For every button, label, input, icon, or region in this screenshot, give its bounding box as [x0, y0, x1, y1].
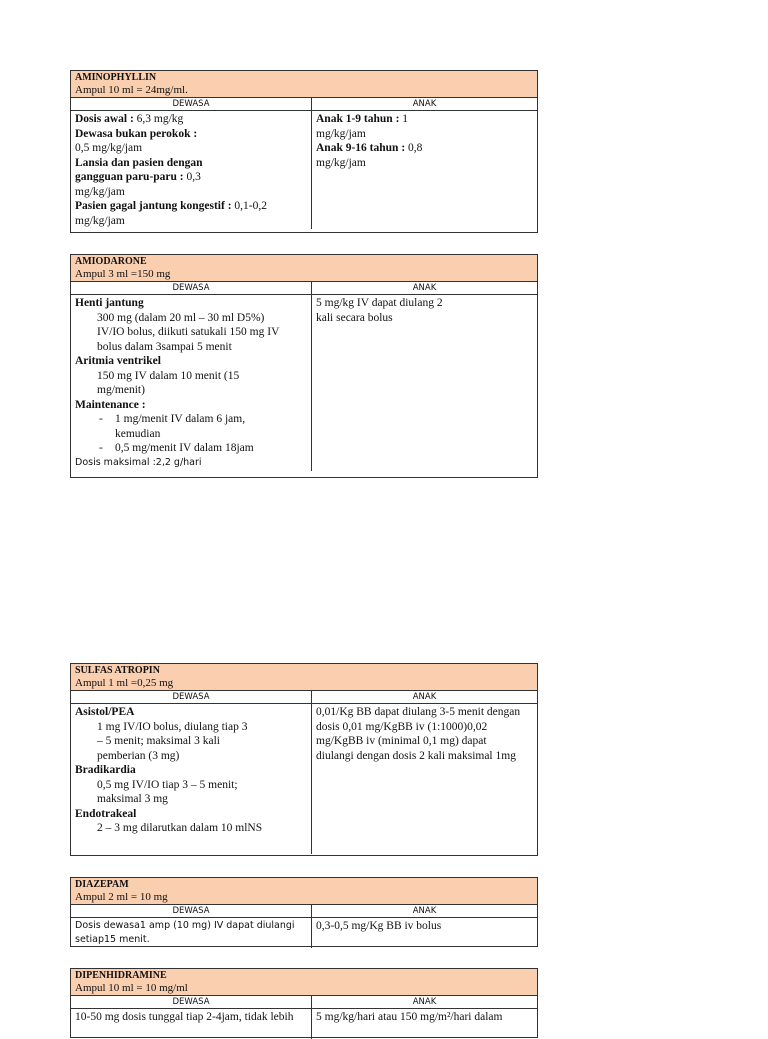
dose-text: 5 mg/kg/hari atau 150 mg/m²/hari dalam [316, 1011, 503, 1023]
adult-dosage [71, 918, 312, 948]
dose-label: Dosis awal : [75, 113, 134, 125]
drug-ampul: Ampul 10 ml = 24mg/ml. [75, 84, 188, 96]
dose-value: 0,8 [405, 142, 423, 154]
adult-dosage [71, 1009, 312, 1039]
column-child-header: ANAK [412, 283, 437, 293]
dose-value: 6,3 mg/kg [133, 113, 184, 125]
indication-heading: Maintenance : [75, 398, 146, 411]
drug-ampul: Ampul 1 ml =0,25 mg [75, 677, 174, 689]
dose-text: 2 – 3 mg dilarutkan dalam 10 mlNS [97, 822, 263, 834]
indication-heading: Asistol/PEA [75, 706, 135, 718]
dosage-body [71, 704, 537, 854]
bullet-continuation [75, 427, 307, 442]
indication-heading: Bradikardia [75, 764, 136, 776]
child-dosage [312, 704, 537, 854]
drug-card-dipenhidramine [70, 968, 538, 1038]
indication-heading: Aritmia ventrikel [75, 355, 161, 367]
drug-header [71, 255, 537, 282]
dosage-body [71, 918, 537, 948]
drug-card-sulfas-atropin [70, 663, 538, 856]
child-dosage [312, 1009, 537, 1039]
drug-header [71, 878, 537, 905]
dose-text: 0,5 mg IV/IO tiap 3 – 5 menit; [97, 778, 238, 791]
bullet-dash: - [99, 442, 103, 454]
indication-heading: Endotrakeal [75, 807, 137, 820]
column-child-header: ANAK [412, 99, 437, 109]
dose-label: Pasien gagal jantung kongestif : [75, 200, 232, 212]
dose-label: Lansia dan pasien dengan [75, 156, 203, 169]
drug-card-diazepam [70, 877, 538, 947]
drug-name: DIPENHIDRAMINE [75, 970, 167, 981]
column-child-header: ANAK [412, 906, 437, 916]
dose-text: 150 mg IV dalam 10 menit (15 [97, 369, 240, 382]
dose-value: mg/kg/jam [316, 127, 366, 140]
dose-text: kali secara bolus [316, 311, 393, 324]
bullet-dash: - [99, 413, 103, 425]
drug-name: AMIODARONE [75, 256, 147, 267]
dose-text: maksimal 3 mg [97, 793, 168, 805]
drug-ampul: Ampul 3 ml =150 mg [75, 268, 171, 280]
drug-name: SULFAS ATROPIN [75, 665, 160, 676]
adult-dosage [71, 111, 312, 229]
dose-value: 1 [399, 113, 409, 125]
dose-label: Anak 1-9 tahun : [316, 113, 400, 125]
adult-dosage [71, 295, 312, 471]
dose-text: 1 mg/menit IV dalam 6 jam, [115, 413, 246, 425]
dose-text: bolus dalam 3sampai 5 menit [97, 340, 232, 353]
dose-text: 10-50 mg dosis tunggal tiap 2-4jam, tidak lebih [75, 1011, 294, 1023]
bullet-item [75, 412, 307, 427]
dose-text: Dosis dewasa1 amp (10 mg) IV dapat diulangi [75, 920, 295, 931]
dose-text: 0,3-0,5 mg/Kg BB iv bolus [316, 920, 442, 932]
dose-value: 0,1-0,2 [231, 200, 268, 212]
drug-name: DIAZEPAM [75, 879, 129, 890]
dose-text: IV/IO bolus, diikuti satukali 150 mg IV [97, 326, 280, 338]
column-adult-header: DEWASA [71, 98, 312, 110]
column-adult-header: DEWASA [71, 996, 312, 1008]
dosage-body [71, 295, 537, 471]
dose-label: Dewasa bukan perokok : [75, 127, 198, 140]
column-adult-header: DEWASA [71, 282, 312, 294]
indication-heading: Henti jantung [75, 297, 144, 309]
dosage-body [71, 111, 537, 229]
dose-text: dosis 0,01 mg/KgBB iv (1:1000)0,02 [316, 720, 488, 733]
dose-text: mg/KgBB iv (minimal 0,1 mg) dapat [316, 735, 487, 747]
column-child-header: ANAK [412, 997, 437, 1007]
dose-text: diulangi dengan dosis 2 kali maksimal 1mg [316, 749, 516, 762]
column-headers [71, 905, 537, 918]
dose-text: 0,5 mg/menit IV dalam 18jam [115, 442, 254, 454]
column-headers [71, 98, 537, 111]
dose-value: mg/kg/jam [75, 214, 125, 227]
max-dose-text: Dosis maksimal :2,2 g/hari [75, 456, 202, 468]
drug-card-amiodarone [70, 254, 538, 478]
dose-text: 1 mg IV/IO bolus, diulang tiap 3 [97, 720, 248, 733]
dose-text: 300 mg (dalam 20 ml – 30 ml D5%) [97, 311, 265, 324]
dose-value: 0,5 mg/kg/jam [75, 142, 143, 154]
dose-label: gangguan paru-paru : [75, 171, 184, 183]
drug-header [71, 969, 537, 996]
dose-text: pemberian (3 mg) [97, 749, 180, 762]
dose-text: setiap15 menit. [75, 934, 150, 945]
column-child-header: ANAK [412, 692, 437, 702]
drug-card-aminophyllin [70, 70, 538, 233]
drug-name: AMINOPHYLLIN [75, 72, 157, 83]
child-dosage [312, 918, 537, 948]
adult-dosage [71, 704, 312, 854]
column-adult-header: DEWASA [71, 691, 312, 703]
column-headers [71, 282, 537, 295]
child-dosage [312, 111, 537, 229]
dosage-body [71, 1009, 537, 1039]
dose-text: mg/menit) [97, 384, 145, 396]
column-headers [71, 996, 537, 1009]
column-headers [71, 691, 537, 704]
dose-text: 5 mg/kg IV dapat diulang 2 [316, 297, 443, 309]
dose-value: 0,3 [183, 171, 201, 183]
dose-text: – 5 menit; maksimal 3 kali [97, 735, 220, 747]
dose-value: mg/kg/jam [75, 185, 125, 198]
dose-text: 0,01/Kg BB dapat diulang 3-5 menit dengan [316, 706, 521, 718]
drug-header [71, 71, 537, 98]
column-adult-header: DEWASA [71, 905, 312, 917]
child-dosage [312, 295, 537, 471]
bullet-item [75, 441, 307, 456]
dose-label: Anak 9-16 tahun : [316, 142, 406, 154]
drug-ampul: Ampul 10 ml = 10 mg/ml [75, 982, 188, 994]
drug-header [71, 664, 537, 691]
drug-ampul: Ampul 2 ml = 10 mg [75, 891, 168, 903]
dose-value: mg/kg/jam [316, 156, 366, 169]
dose-text: kemudian [115, 427, 161, 440]
